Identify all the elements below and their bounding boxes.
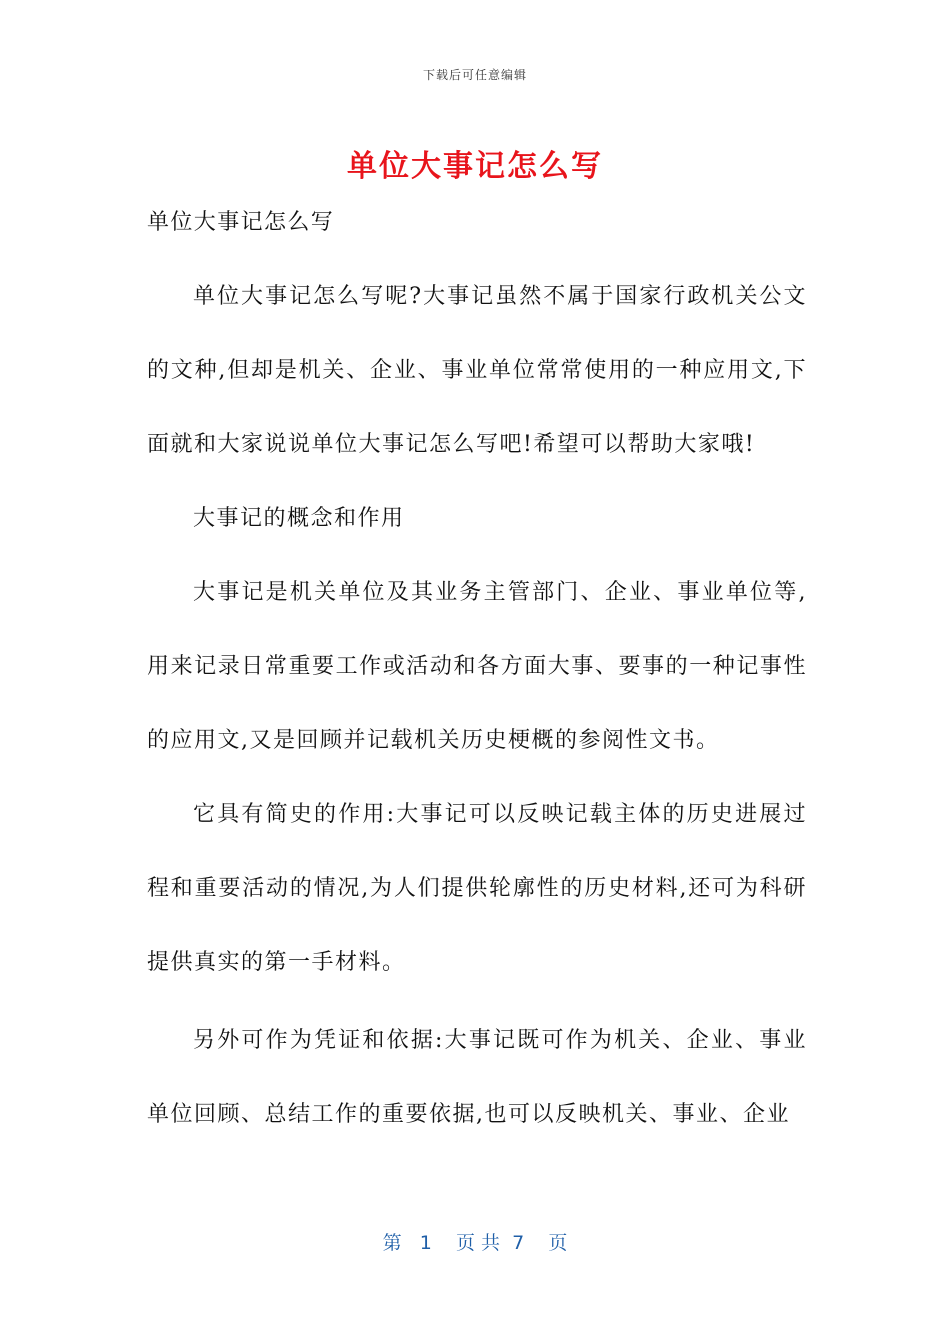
document-title: 单位大事记怎么写 [347, 149, 603, 184]
page-footer: 第 1 页 共 7 页 [382, 1232, 568, 1254]
paragraph-evidence-role: 另外可作为凭证和依据:大事记既可作为机关、企业、事业单位回顾、总结工作的重要依据,也可以反映机关、事业、企业 [147, 1028, 807, 1127]
section-heading: 大事记的概念和作用 [193, 506, 405, 531]
paragraph-intro: 单位大事记怎么写呢?大事记虽然不属于国家行政机关公文的文种,但却是机关、企业、事业单位常常使用的一种应用文,下面就和大家说说单位大事记怎么写吧!希望可以帮助大家哦! [147, 284, 807, 457]
paragraph-history-role: 它具有简史的作用:大事记可以反映记载主体的历史进展过程和重要活动的情况,为人们提供轮廓性的历史材料,还可为科研提供真实的第一手材料。 [147, 802, 807, 975]
header-note: 下载后可任意编辑 [422, 68, 527, 82]
paragraph-definition: 大事记是机关单位及其业务主管部门、企业、事业单位等,用来记录日常重要工作或活动和各方面大事、要事的一种记事性的应用文,又是回顾并记载机关历史梗概的参阅性文书。 [147, 580, 807, 753]
document-subtitle: 单位大事记怎么写 [147, 210, 335, 235]
